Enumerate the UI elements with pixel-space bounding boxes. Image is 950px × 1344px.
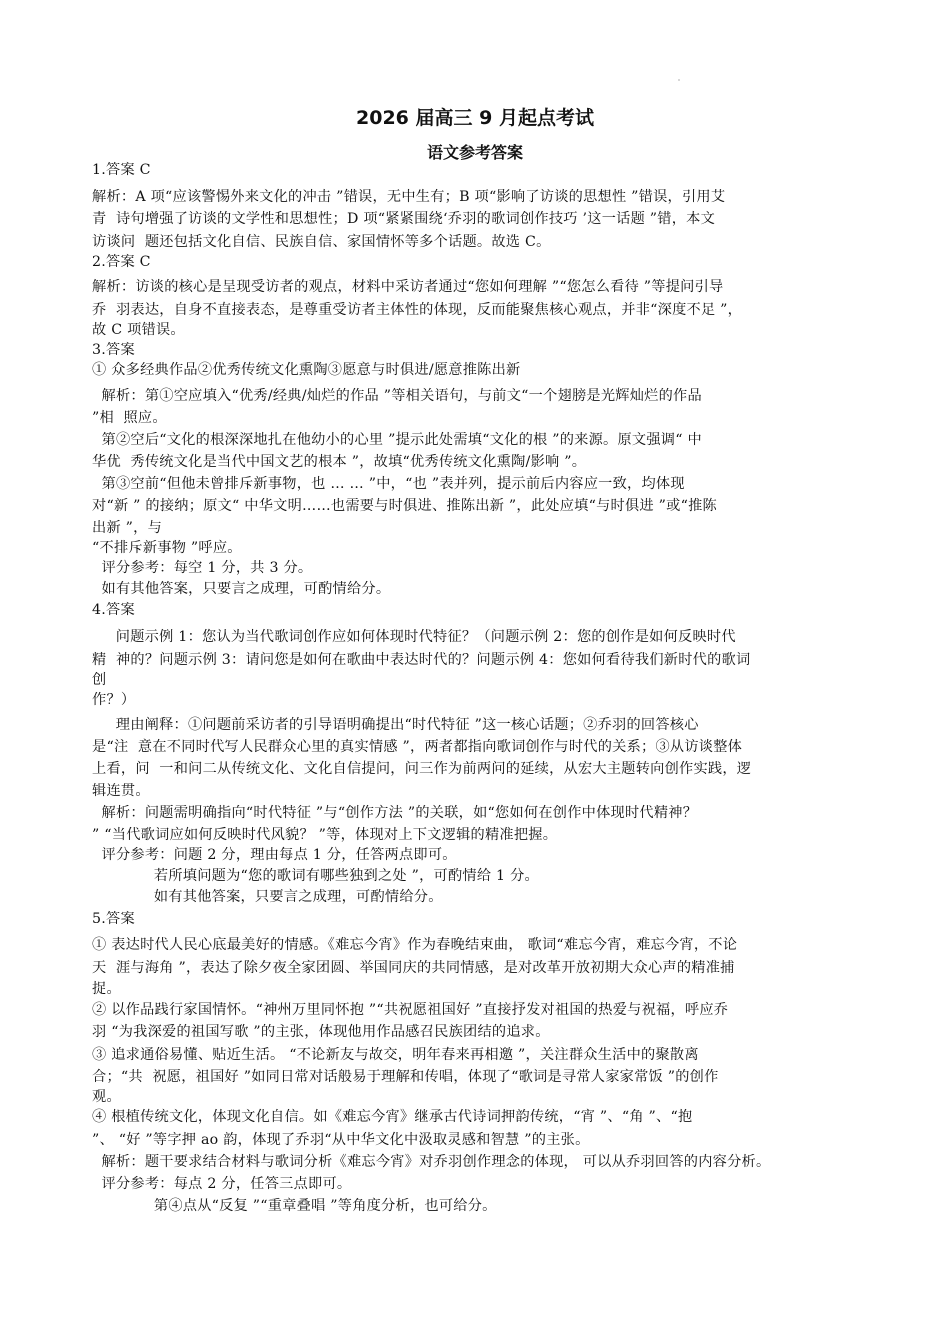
text-line: 解析：第①空应填入“优秀/经典/灿烂的作品 ”等相关语句，与前文“一个翅膀是光辉灿烂的作品 bbox=[92, 388, 702, 404]
text-line: 4.答案 bbox=[92, 602, 135, 618]
text-line: 解析：A 项“应该警惕外来文化的冲击 ”错误，无中生有；B 项“影响了访谈的思想性 ”错误，引用艾 bbox=[92, 189, 726, 205]
text-line: 如有其他答案，只要言之成理，可酌情给分。 bbox=[92, 581, 391, 597]
text-line: 合；“共 祝愿，祖国好 ”如同日常对话般易于理解和传唱，体现了“歌词是寻常人家家常饭 ”的创作 bbox=[92, 1069, 719, 1085]
text-line: 第②空后“文化的根深深地扎在他幼小的心里 ”提示此处需填“文化的根 ”的来源。原文强调“ 中 bbox=[92, 432, 702, 448]
text-line: 故 C 项错误。 bbox=[92, 322, 185, 338]
text-line: 若所填问题为“您的歌词有哪些独到之处 ”，可酌情给 1 分。 bbox=[92, 868, 539, 884]
text-line: ② 以作品践行家国情怀。“神州万里同怀抱 ”“共祝愿祖国好 ”直接抒发对祖国的热爱与祝福，呼应乔 bbox=[92, 1002, 729, 1018]
text-line: 是“注 意在不同时代写人民群众心里的真实情感 ”，两者都指向歌词创作与时代的关系；③从访谈整体 bbox=[92, 739, 743, 755]
text-line: 解析：题干要求结合材料与歌词分析《难忘今宵》对乔羽创作理念的体现， 可以从乔羽回答的内容分析。 bbox=[92, 1154, 771, 1170]
text-line: 1.答案 C bbox=[92, 162, 151, 178]
text-line: ”、 “好 ”等字押 ao 韵，体现了乔羽“从中华文化中汲取灵感和智慧 ”的主张。 bbox=[92, 1132, 590, 1148]
text-line: 3.答案 bbox=[92, 342, 135, 358]
text-line: 访谈问 题还包括文化自信、民族自信、家国情怀等多个话题。故选 C。 bbox=[92, 234, 551, 250]
document-title: 2026 届高三 9 月起点考试 bbox=[356, 107, 594, 129]
text-line: 评分参考：每点 2 分，任答三点即可。 bbox=[92, 1176, 352, 1192]
text-line: 华优 秀传统文化是当代中国文艺的根本 ”，故填“优秀传统文化熏陶/影响 ”。 bbox=[92, 454, 587, 470]
text-line: 5.答案 bbox=[92, 911, 135, 927]
text-line: ① 众多经典作品②优秀传统文化熏陶③愿意与时俱进/愿意推陈出新 bbox=[92, 362, 521, 378]
text-line: 作？） bbox=[92, 692, 136, 708]
text-line: 第④点从“反复 ”“重章叠唱 ”等角度分析，也可给分。 bbox=[92, 1198, 497, 1214]
text-line: 解析：访谈的核心是呈现受访者的观点，材料中采访者通过“您如何理解 ”“您怎么看待 ”等提问引导 bbox=[92, 279, 724, 295]
text-line: 青 诗句增强了访谈的文学性和思想性；D 项“紧紧围绕‘乔羽的歌词创作技巧 ’这一话题 ”错，本文 bbox=[92, 211, 716, 227]
text-line: 捉。 bbox=[92, 981, 121, 997]
text-line: ④ 根植传统文化，体现文化自信。如《难忘今宵》继承古代诗词押韵传统，“宵 ”、“角 ”、“抱 bbox=[92, 1109, 693, 1125]
text-line: 创 bbox=[92, 672, 107, 688]
text-line: ”相 照应。 bbox=[92, 410, 167, 426]
text-line: 出新 ”，与 bbox=[92, 520, 163, 536]
text-line: 2.答案 C bbox=[92, 254, 151, 270]
text-line: 上看，问 一和问二从传统文化、文化自信提问，问三作为前两问的延续，从宏大主题转向创作实践，逻 bbox=[92, 761, 752, 777]
text-line: 如有其他答案，只要言之成理，可酌情给分。 bbox=[92, 889, 443, 905]
text-line: 乔 羽表达，自身不直接表态，是尊重受访者主体性的体现，反而能聚焦核心观点，并非“深度不足 ”， bbox=[92, 302, 743, 318]
text-line: 羽 “为我深爱的祖国写歌 ”的主张，体现他用作品感召民族团结的追求。 bbox=[92, 1024, 550, 1040]
text-line: 问题示例 1：您认为当代歌词创作应如何体现时代特征？（问题示例 2：您的创作是如何反映时代 bbox=[92, 629, 736, 645]
text-line: 评分参考：问题 2 分，理由每点 1 分，任答两点即可。 bbox=[92, 847, 457, 863]
scan-dot bbox=[678, 79, 680, 81]
text-line: 天 涯与海角 ”，表达了除夕夜全家团圆、举国同庆的共同情感，是对改革开放初期大众心声的精准捕 bbox=[92, 960, 735, 976]
text-line: ③ 追求通俗易懂、贴近生活。 “不论新友与故交，明年春来再相邀 ”，关注群众生活中的聚散离 bbox=[92, 1047, 699, 1063]
document-subtitle: 语文参考答案 bbox=[426, 143, 523, 162]
text-line: 解析：问题需明确指向“时代特征 ”与“创作方法 ”的关联，如“您如何在创作中体现时代精神？ bbox=[92, 805, 698, 821]
text-line: 精 神的？问题示例 3：请问您是如何在歌曲中表达时代的？问题示例 4：您如何看待我们新时代的歌词 bbox=[92, 652, 751, 668]
text-line: 对“新 ” 的接纳；原文“ 中华文明……也需要与时俱进、推陈出新 ”，此处应填“与时俱进 ”或“推陈 bbox=[92, 498, 717, 514]
text-line: 理由阐释：①问题前采访者的引导语明确提出“时代特征 ”这一核心话题；②乔羽的回答核心 bbox=[92, 717, 699, 733]
text-line: ① 表达时代人民心底最美好的情感。《难忘今宵》作为春晚结束曲， 歌词“难忘今宵，难忘今宵，不论 bbox=[92, 937, 738, 953]
text-line: 评分参考：每空 1 分，共 3 分。 bbox=[92, 560, 313, 576]
text-line: 观。 bbox=[92, 1089, 121, 1105]
text-line: ” “当代歌词应如何反映时代风貌？ ”等，体现对上下文逻辑的精准把握。 bbox=[92, 827, 558, 843]
text-line: “不排斥新事物 ”呼应。 bbox=[92, 540, 242, 556]
text-line: 第③空前“但他未曾排斥新事物，也 … … ”中，“也 ”表并列，提示前后内容应一致，均体现 bbox=[92, 476, 685, 492]
text-line: 辑连贯。 bbox=[92, 783, 150, 799]
